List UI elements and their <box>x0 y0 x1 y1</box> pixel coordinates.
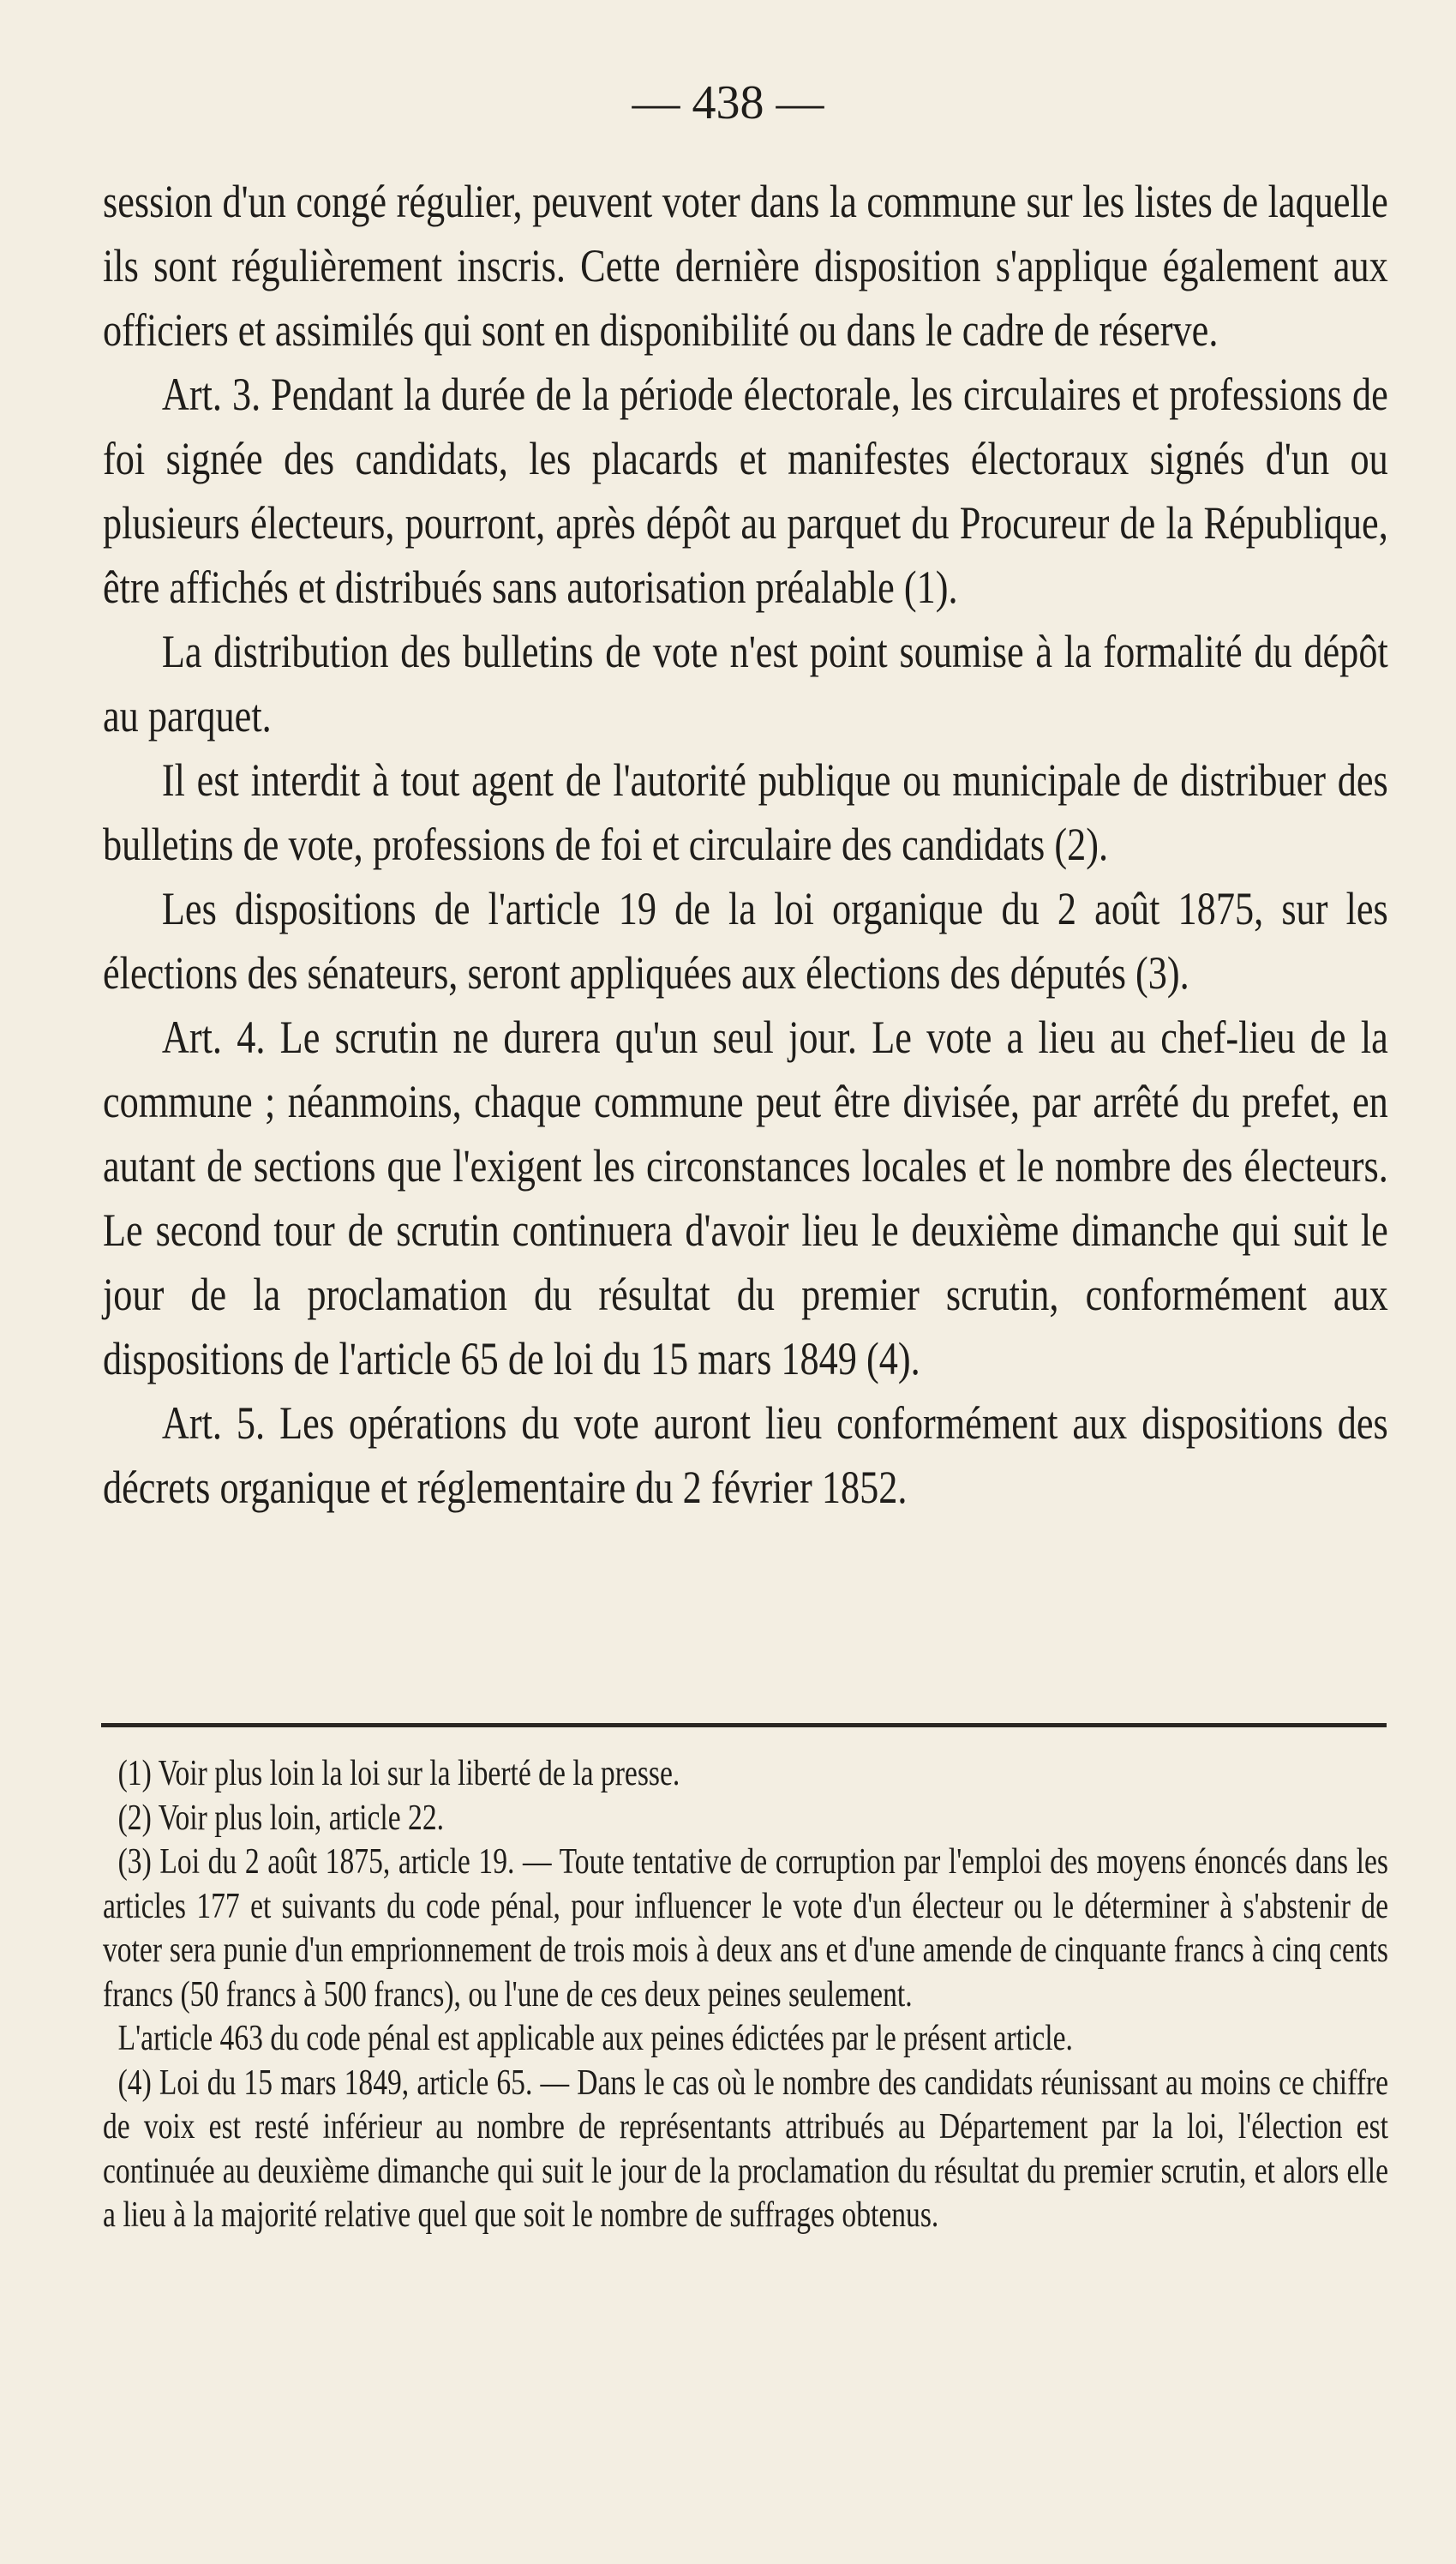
paragraph: Les dispositions de l'article 19 de la loi organique du 2 août 1875, sur les élections des sénateurs, seront appliquées aux élections des députés (3). <box>103 883 1388 999</box>
footnote: (3) Loi du 2 août 1875, article 19. — Toute tentative de corruption par l'emploi des moyens énoncés dans les articles 177 et suivants du code pénal, pour influencer le vote d'un électeur ou le déterminer à s'abstenir de voter sera punie d'un emprionnement de trois mois à deux ans et d'une amende de cinquante francs à cinq cents francs (50 francs à 500 francs), ou l'une de ces deux peines seulement. <box>103 1842 1389 2015</box>
paragraph: Il est interdit à tout agent de l'autorité publique ou municipale de distribuer des bulletins de vote, professions de foi et circulaire des candidats (2). <box>103 754 1388 870</box>
paragraph: La distribution des bulletins de vote n'est point soumise à la formalité du dépôt au parquet. <box>103 626 1388 742</box>
page-number: — 438 — <box>632 76 824 129</box>
footnotes <box>103 1752 1388 2238</box>
main-text <box>103 170 1388 1520</box>
footnote: L'article 463 du code pénal est applicable aux peines édictées par le présent article. <box>117 2019 1073 2058</box>
footnote: (4) Loi du 15 mars 1849, article 65. — Dans le cas où le nombre des candidats réunissant au moins ce chiffre de voix est resté inférieur au nombre de représentants attribués au Département par la loi, l'élection est continuée au deuxième dimanche qui suit le jour de la proclamation du résultat du premier scrutin, et alors elle a lieu à la majorité relative quel que soit le nombre de suffrages obtenus. <box>103 2063 1389 2235</box>
footnote-divider <box>101 1723 1387 1727</box>
footnote: (1) Voir plus loin la loi sur la liberté de la presse. <box>117 1754 680 1793</box>
paragraph: session d'un congé régulier, peuvent voter dans la commune sur les listes de laquelle ils sont régulièrement inscris. Cette dernière disposition s'applique également aux officiers et assimilés qui sont en disponibilité ou dans le cadre de réserve. <box>103 176 1388 356</box>
paragraph: Art. 5. Les opérations du vote auront lieu conformément aux dispositions des décrets organique et réglementaire du 2 février 1852. <box>103 1397 1388 1513</box>
paragraph: Art. 3. Pendant la durée de la période électorale, les circulaires et professions de foi signée des candidats, les placards et manifestes électoraux signés d'un ou plusieurs électeurs, pourront, après dépôt au parquet du Procureur de la République, être affichés et distribués sans autorisation préalable (1). <box>103 369 1388 613</box>
footnote: (2) Voir plus loin, article 22. <box>117 1798 445 1838</box>
paragraph: Art. 4. Le scrutin ne durera qu'un seul jour. Le vote a lieu au chef-lieu de la commune ; néanmoins, chaque commune peut être divisée, par arrêté du prefet, en autant de sections que l'exigent les circonstances locales et le nombre des électeurs. Le second tour de scrutin continuera d'avoir lieu le deuxième dimanche qui suit le jour de la proclamation du résultat du premier scrutin, conformément aux dispositions de l'article 65 de loi du 15 mars 1849 (4). <box>103 1012 1388 1384</box>
